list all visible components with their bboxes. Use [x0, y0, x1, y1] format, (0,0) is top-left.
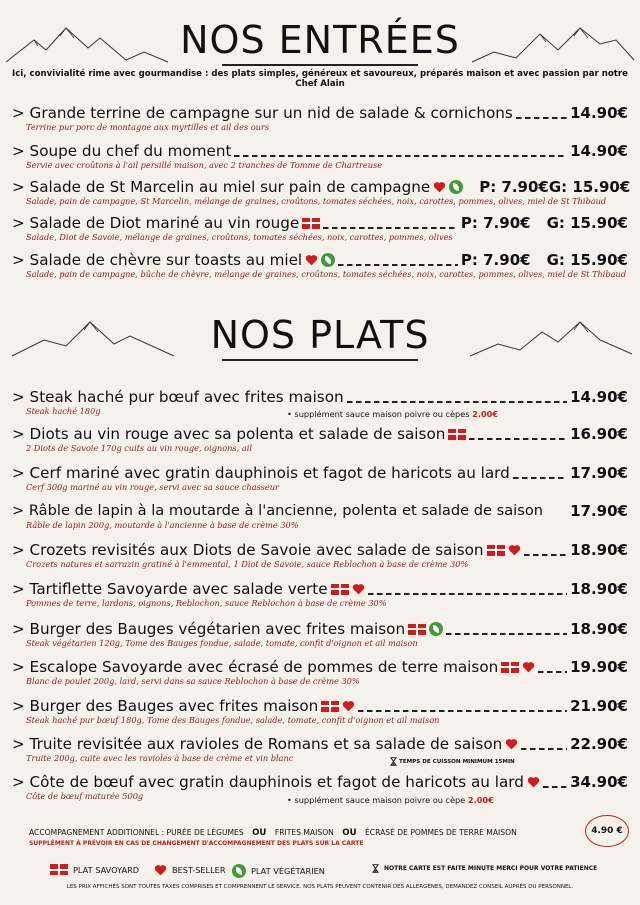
dish-description: Salade, pain de campagne, St Marcelin, mélange de graines, croûtons, tomates séchées, noix, carottes, pommes, olives, miel de St Thibaud — [26, 196, 607, 206]
dish-price: 14.90€ — [570, 104, 628, 122]
dish-price-small: P: 7.90€ — [460, 251, 531, 269]
list-item — [12, 658, 628, 687]
dish-description: Crozets natures et sarrazin gratiné à l'emmental, 1 Diot de Savoie, sauce Reblochon à base de crème 30% — [26, 559, 469, 569]
dot-leader — [538, 671, 567, 673]
accompaniment-options: ACCOMPAGNEMENT ADDITIONNEL : PURÉE DE LÉGUMES OU FRITES MAISON OU ÉCRASÉ DE POMMES DE TERRE MAISON — [29, 828, 517, 838]
dish-price: 17.90€ — [570, 502, 628, 520]
leaf-icon — [321, 253, 335, 267]
heart-icon — [305, 254, 318, 266]
cooking-time-note: TEMPS DE CUISSON MINIMUM 15MIN — [390, 757, 515, 766]
dish-description: Pommes de terre, lardons, oignons, Reblochon, sauce Reblochon à base de crème 30% — [26, 598, 387, 608]
heart-icon — [433, 181, 446, 193]
legend-bestseller: BEST-SELLER — [154, 864, 226, 876]
list-item — [12, 541, 628, 570]
dish-name: > Burger des Bauges végétarien avec frites maison — [12, 620, 406, 638]
savoy-flag-icon — [321, 701, 339, 712]
list-item — [12, 251, 628, 280]
dot-leader — [358, 710, 567, 712]
accompaniment-note: SUPPLÉMENT À PRÉVOIR EN CAS DE CHANGEMENT D'ACCOMPAGNEMENT DES PLATS SUR LA CARTE — [29, 840, 364, 847]
heart-icon — [505, 738, 518, 750]
dish-description: Servie avec croûtons à l'ail persillé maison, avec 2 tranches de Tomme de Chartreuse — [26, 160, 383, 170]
dish-name: > Grande terrine de campagne sur un nid de salade & cornichons — [12, 104, 513, 122]
dot-leader — [513, 477, 567, 479]
list-item — [12, 178, 631, 207]
dish-description: Truite 200g, cuite avec les ravioles à base de crème et vin blanc — [26, 753, 294, 763]
dish-name: > Salade de St Marcelin au miel sur pain de campagne — [12, 178, 431, 196]
leaf-icon — [429, 622, 443, 636]
sauce-supplement-note: • supplément sauce maison poivre ou cèpe 2.00€ — [287, 795, 494, 805]
leaf-icon — [232, 864, 246, 878]
dish-description: Terrine pur porc de montagne aux myrtilles et ail des ours — [26, 122, 270, 132]
entrees-title-underline — [222, 64, 418, 66]
legend-patience: NOTRE CARTE EST FAITE MINUTE MERCI POUR VOTRE PATIENCE — [372, 864, 597, 873]
dish-description: Blanc de poulet 200g, lard, servi dans sa sauce Reblochon à base de crème 30% — [26, 676, 360, 686]
list-item — [12, 620, 628, 649]
savoy-flag-icon — [331, 584, 349, 595]
intro-text: Ici, convivialité rime avec gourmandise : des plats simples, généreux et savoureux, préparés maison et avec passion par notre Chef Alain — [12, 69, 628, 89]
list-item — [12, 142, 628, 171]
dish-price-large: G: 15.90€ — [548, 178, 631, 196]
dot-leader — [338, 264, 458, 266]
dot-leader — [323, 227, 458, 229]
list-item — [12, 425, 628, 454]
dish-price: 18.90€ — [570, 580, 628, 598]
list-item — [12, 735, 628, 764]
dish-price: 18.90€ — [570, 541, 628, 559]
dish-name: > Burger des Bauges avec frites maison — [12, 697, 319, 715]
legend-vegetarian: PLAT VÉGÉTARIEN — [232, 864, 325, 878]
disclaimer: LES PRIX AFFICHÉS SONT TOUTES TAXES COMPRISES ET COMPRENNENT LE SERVICE. NOS PLATS PEUVENT CONTENIR DES ALLERGÈNES, DEMANDEZ CONSEIL AUPRÈS DU PERSONNEL. — [66, 884, 574, 890]
dot-leader — [368, 593, 568, 595]
dish-name: > Soupe du chef du moment — [12, 142, 232, 160]
dot-leader — [524, 554, 568, 556]
heart-icon — [522, 661, 535, 673]
dish-name: > Escalope Savoyarde avec écrasé de pommes de terre maison — [12, 658, 499, 676]
plats-title-underline — [222, 359, 418, 361]
dot-leader — [446, 633, 567, 635]
dot-leader — [543, 786, 567, 788]
dish-name: > Salade de Diot mariné au vin rouge — [12, 214, 300, 232]
heart-icon — [508, 544, 521, 556]
dish-name: > Crozets revisités aux Diots de Savoie avec salade de saison — [12, 541, 484, 559]
accompaniment-price-badge: 4.90 € — [585, 815, 629, 847]
dish-name: > Salade de chèvre sur toasts au miel — [12, 251, 303, 269]
heart-icon — [342, 700, 355, 712]
heart-icon — [527, 776, 540, 788]
dish-name: > Truite revisitée aux ravioles de Romans et sa salade de saison — [12, 735, 503, 753]
dish-description: Râble de lapin 200g, moutarde à l'ancienne à base de crème 30% — [26, 520, 299, 530]
dish-name: > Cerf mariné avec gratin dauphinois et fagot de haricots au lard — [12, 464, 510, 482]
savoy-flag-icon — [487, 545, 505, 556]
dish-description: 2 Diots de Savoie 170g cuits au vin rouge, oignons, ail — [26, 443, 252, 453]
sauce-supplement-note: • supplément sauce maison poivre ou cèpes 2.00€ — [287, 409, 499, 419]
dot-leader — [521, 748, 567, 750]
dish-price: 14.90€ — [570, 142, 628, 160]
dish-price: 22.90€ — [570, 735, 628, 753]
dish-name: > Diots au vin rouge avec sa polenta et salade de saison — [12, 425, 446, 443]
hourglass-icon — [372, 864, 379, 873]
dish-price: 18.90€ — [570, 620, 628, 638]
dish-name: > Râble de lapin à la moutarde à l'ancienne, polenta et salade de saison — [12, 502, 544, 519]
savoy-flag-icon — [50, 864, 68, 875]
dish-price: 17.90€ — [570, 464, 628, 482]
dish-name: > Tartiflette Savoyarde avec salade verte — [12, 580, 328, 598]
list-item — [12, 580, 628, 609]
hourglass-icon — [390, 757, 397, 766]
dish-price-small: P: 7.90€ — [460, 214, 531, 232]
dish-description: Salade, Diot de Savoie, mélange de graines, croûtons, tomates séchées, noix, carottes, pommes, olives — [26, 232, 453, 242]
dish-price: 21.90€ — [570, 697, 628, 715]
dish-price-large: G: 15.90€ — [546, 214, 628, 232]
list-item — [12, 502, 628, 531]
list-item — [12, 104, 628, 133]
entrees-title: NOS ENTRÉES — [180, 18, 460, 62]
plats-title: NOS PLATS — [210, 313, 430, 357]
leaf-icon — [449, 180, 463, 194]
dish-price-small: P: 7.90€ — [479, 178, 549, 196]
heart-icon — [154, 864, 167, 876]
dish-price: 34.90€ — [570, 773, 628, 791]
dish-description: Salade, pain de campagne, bûche de chèvre, mélange de graines, croûtons, tomates séchées, noix, carottes, pommes, olives, miel de St Thibaud — [26, 269, 627, 279]
dish-description: Steak végétarien 120g, Tome des Bauges fondue, salade, tomate, confit d'oignon et ail maison — [26, 638, 418, 648]
legend-savoyard: PLAT SAVOYARD — [50, 864, 139, 875]
list-item — [12, 464, 628, 493]
dish-price: 19.90€ — [570, 658, 628, 676]
dish-price: 14.90€ — [570, 388, 628, 406]
dish-name: > Steak haché pur bœuf avec frites maison — [12, 388, 344, 406]
heart-icon — [352, 583, 365, 595]
dot-leader — [234, 155, 567, 157]
dish-price-large: G: 15.90€ — [546, 251, 628, 269]
savoy-flag-icon — [302, 218, 320, 229]
dish-description: Cerf 300g mariné au vin rouge, servi avec sa sauce chasseur — [26, 482, 279, 492]
dish-description: Steak haché 180g — [26, 406, 101, 416]
dish-price: 16.90€ — [570, 425, 628, 443]
savoy-flag-icon — [408, 624, 426, 635]
dish-description: Côte de bœuf maturée 500g — [26, 791, 144, 801]
savoy-flag-icon — [448, 429, 466, 440]
dot-leader — [469, 438, 567, 440]
list-item — [12, 697, 628, 726]
dish-description: Steak haché pur bœuf 180g, Tome des Bauges fondue, salade, tomate, confit d'oignon et ail maison — [26, 715, 440, 725]
savoy-flag-icon — [501, 662, 519, 673]
dish-name: > Côte de bœuf avec gratin dauphinois et fagot de haricots au lard — [12, 773, 524, 791]
dot-leader — [516, 117, 567, 119]
dot-leader — [347, 401, 567, 403]
list-item — [12, 214, 628, 243]
